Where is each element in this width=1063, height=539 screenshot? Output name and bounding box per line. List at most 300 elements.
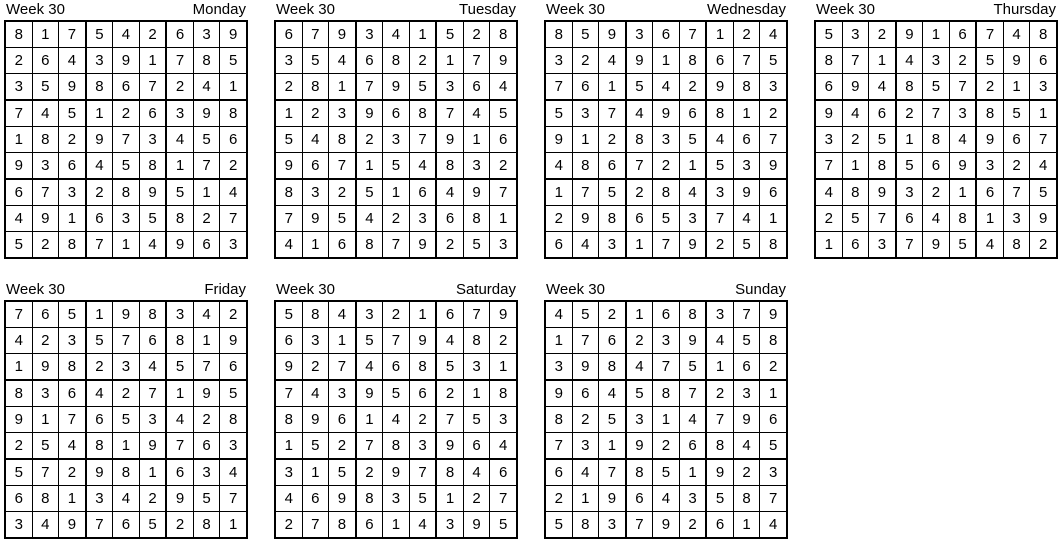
- grid-cell: 7: [86, 232, 113, 259]
- grid-row: [275, 407, 517, 433]
- grid-cell: 9: [409, 232, 436, 259]
- grid-row: [5, 407, 247, 433]
- grid-cell: 5: [599, 179, 626, 206]
- grid-cell: 5: [545, 100, 572, 127]
- grid-cell: 8: [706, 433, 733, 460]
- grid-cell: 1: [869, 48, 896, 74]
- grid-cell: 5: [275, 127, 302, 153]
- grid-cell: 5: [1030, 179, 1057, 206]
- grid-cell: 7: [706, 407, 733, 433]
- grid-cell: 1: [923, 21, 950, 48]
- grid-cell: 9: [599, 21, 626, 48]
- grid-cell: 1: [436, 48, 463, 74]
- grid-cell: 8: [59, 232, 86, 259]
- grid-row: [545, 100, 787, 127]
- grid-cell: 3: [32, 380, 59, 407]
- grid-cell: 3: [220, 232, 247, 259]
- grid-cell: 4: [86, 153, 113, 180]
- grid-cell: 3: [626, 407, 653, 433]
- grid-row: [815, 48, 1057, 74]
- grid-cell: 7: [733, 301, 760, 328]
- grid-cell: 6: [923, 153, 950, 180]
- grid-cell: 8: [302, 301, 329, 328]
- grid-row: [275, 328, 517, 354]
- grid-cell: 6: [166, 459, 193, 486]
- grid-cell: 7: [409, 127, 436, 153]
- grid-cell: 6: [706, 48, 733, 74]
- grid-cell: 1: [329, 74, 356, 101]
- grid-cell: 7: [653, 232, 680, 259]
- grid-cell: 9: [572, 206, 599, 232]
- grid-cell: 7: [626, 512, 653, 539]
- grid-cell: 3: [842, 21, 869, 48]
- grid-cell: 4: [1003, 21, 1030, 48]
- grid-cell: 4: [193, 74, 220, 101]
- grid-cell: 4: [302, 127, 329, 153]
- grid-cell: 4: [463, 459, 490, 486]
- grid-cell: 4: [572, 232, 599, 259]
- grid-cell: 3: [869, 232, 896, 259]
- grid-cell: 8: [815, 48, 842, 74]
- grid-cell: 9: [329, 486, 356, 512]
- grid-cell: 5: [653, 459, 680, 486]
- grid-cell: 3: [383, 486, 410, 512]
- grid-cell: 9: [436, 127, 463, 153]
- grid-row: [275, 100, 517, 127]
- grid-cell: 3: [572, 433, 599, 460]
- grid-cell: 9: [86, 127, 113, 153]
- grid-cell: 4: [842, 100, 869, 127]
- grid-cell: 3: [275, 459, 302, 486]
- grid-cell: 1: [733, 100, 760, 127]
- grid-cell: 2: [32, 328, 59, 354]
- grid-cell: 8: [842, 179, 869, 206]
- week-label: Week 30: [6, 281, 65, 298]
- grid-cell: 4: [733, 206, 760, 232]
- grid-row: [275, 179, 517, 206]
- grid-cell: 9: [113, 48, 140, 74]
- grid-cell: 2: [706, 380, 733, 407]
- grid-cell: 4: [760, 512, 787, 539]
- grid-row: [275, 206, 517, 232]
- grid-cell: 7: [193, 153, 220, 180]
- grid-cell: 8: [733, 74, 760, 101]
- grid-cell: 3: [166, 301, 193, 328]
- grid-cell: 3: [545, 48, 572, 74]
- grid-cell: 6: [86, 407, 113, 433]
- grid-cell: 8: [275, 407, 302, 433]
- grid-cell: 8: [599, 354, 626, 381]
- grid-cell: 4: [490, 433, 517, 460]
- grid-cell: 6: [490, 459, 517, 486]
- grid-cell: 4: [383, 21, 410, 48]
- grid-cell: 5: [86, 328, 113, 354]
- grid-cell: 3: [733, 153, 760, 180]
- grid-cell: 5: [302, 433, 329, 460]
- grid-cell: 2: [193, 206, 220, 232]
- grid-cell: 8: [302, 74, 329, 101]
- grid-cell: 1: [275, 100, 302, 127]
- grid-row: [545, 328, 787, 354]
- grid-cell: 8: [463, 206, 490, 232]
- grid-cell: 5: [275, 301, 302, 328]
- grid-cell: 5: [760, 433, 787, 460]
- grid-cell: 1: [193, 328, 220, 354]
- grid-cell: 9: [275, 354, 302, 381]
- grid-cell: 7: [166, 433, 193, 460]
- grid-cell: 3: [329, 380, 356, 407]
- grid-row: [545, 459, 787, 486]
- grid-cell: 7: [923, 100, 950, 127]
- grid-cell: 6: [166, 21, 193, 48]
- grid-row: [545, 127, 787, 153]
- grid-cell: 6: [383, 100, 410, 127]
- puzzle-friday: [4, 280, 248, 539]
- grid-row: [5, 486, 247, 512]
- grid-cell: 2: [679, 74, 706, 101]
- grid-cell: 5: [1003, 100, 1030, 127]
- grid-cell: 4: [329, 301, 356, 328]
- grid-cell: 1: [653, 48, 680, 74]
- week-label: Week 30: [276, 281, 335, 298]
- grid-cell: 7: [896, 232, 923, 259]
- grid-cell: 8: [869, 153, 896, 180]
- grid-cell: 7: [653, 354, 680, 381]
- grid-cell: 1: [599, 433, 626, 460]
- sudoku-grid: [274, 20, 518, 259]
- grid-cell: 7: [842, 48, 869, 74]
- grid-cell: 2: [463, 21, 490, 48]
- grid-cell: 1: [86, 100, 113, 127]
- grid-cell: 4: [653, 486, 680, 512]
- grid-cell: 6: [490, 127, 517, 153]
- grid-cell: 4: [409, 153, 436, 180]
- grid-row: [5, 433, 247, 460]
- grid-cell: 2: [653, 433, 680, 460]
- grid-cell: 9: [193, 380, 220, 407]
- grid-cell: 7: [760, 486, 787, 512]
- grid-cell: 2: [436, 380, 463, 407]
- grid-cell: 9: [545, 380, 572, 407]
- grid-cell: 3: [383, 127, 410, 153]
- grid-cell: 6: [356, 48, 383, 74]
- grid-cell: 9: [193, 100, 220, 127]
- grid-cell: 2: [220, 153, 247, 180]
- grid-cell: 3: [1030, 74, 1057, 101]
- grid-cell: 4: [949, 127, 976, 153]
- grid-cell: 9: [59, 74, 86, 101]
- grid-cell: 9: [329, 21, 356, 48]
- grid-cell: 9: [166, 486, 193, 512]
- grid-cell: 6: [32, 301, 59, 328]
- grid-cell: 9: [842, 74, 869, 101]
- grid-cell: 7: [949, 74, 976, 101]
- grid-cell: 4: [545, 301, 572, 328]
- grid-cell: 9: [436, 433, 463, 460]
- grid-cell: 2: [599, 301, 626, 328]
- grid-cell: 5: [626, 74, 653, 101]
- grid-cell: 1: [760, 206, 787, 232]
- grid-cell: 3: [760, 459, 787, 486]
- grid-cell: 9: [32, 354, 59, 381]
- grid-cell: 6: [976, 179, 1003, 206]
- grid-cell: 4: [1030, 153, 1057, 180]
- grid-cell: 1: [329, 328, 356, 354]
- grid-cell: 2: [139, 486, 166, 512]
- grid-cell: 5: [923, 74, 950, 101]
- grid-cell: 9: [545, 127, 572, 153]
- grid-cell: 8: [166, 328, 193, 354]
- grid-row: [5, 301, 247, 328]
- grid-cell: 8: [706, 100, 733, 127]
- day-label: Monday: [192, 1, 246, 18]
- grid-cell: 4: [302, 380, 329, 407]
- grid-cell: 2: [733, 21, 760, 48]
- grid-cell: 4: [409, 512, 436, 539]
- grid-cell: 3: [923, 48, 950, 74]
- grid-cell: 8: [976, 100, 1003, 127]
- grid-cell: 2: [5, 433, 32, 460]
- grid-cell: 8: [653, 179, 680, 206]
- grid-cell: 6: [653, 301, 680, 328]
- grid-cell: 8: [572, 512, 599, 539]
- grid-cell: 1: [166, 153, 193, 180]
- grid-cell: 7: [679, 21, 706, 48]
- grid-cell: 9: [896, 21, 923, 48]
- grid-cell: 9: [626, 433, 653, 460]
- grid-cell: 7: [356, 433, 383, 460]
- grid-cell: 6: [599, 153, 626, 180]
- grid-cell: 9: [113, 301, 140, 328]
- day-label: Sunday: [735, 281, 786, 298]
- grid-cell: 4: [86, 380, 113, 407]
- grid-cell: 8: [545, 21, 572, 48]
- grid-cell: 9: [869, 179, 896, 206]
- grid-cell: 4: [356, 354, 383, 381]
- day-label: Saturday: [455, 281, 516, 298]
- grid-cell: 5: [59, 100, 86, 127]
- grid-cell: 1: [383, 179, 410, 206]
- grid-cell: 3: [302, 328, 329, 354]
- grid-cell: 6: [815, 74, 842, 101]
- grid-cell: 2: [949, 48, 976, 74]
- grid-cell: 1: [166, 380, 193, 407]
- grid-cell: 9: [949, 153, 976, 180]
- grid-cell: 1: [815, 232, 842, 259]
- grid-cell: 5: [86, 21, 113, 48]
- grid-cell: 7: [1030, 127, 1057, 153]
- grid-cell: 7: [356, 74, 383, 101]
- grid-cell: 9: [383, 74, 410, 101]
- grid-cell: 9: [166, 232, 193, 259]
- grid-cell: 7: [545, 433, 572, 460]
- grid-cell: 8: [463, 328, 490, 354]
- grid-cell: 7: [869, 206, 896, 232]
- grid-cell: 2: [302, 354, 329, 381]
- grid-cell: 8: [679, 301, 706, 328]
- grid-cell: 3: [5, 512, 32, 539]
- grid-cell: 8: [436, 153, 463, 180]
- grid-cell: 1: [383, 512, 410, 539]
- grid-row: [545, 380, 787, 407]
- grid-row: [545, 407, 787, 433]
- grid-cell: 2: [113, 100, 140, 127]
- grid-cell: 5: [706, 486, 733, 512]
- grid-cell: 3: [653, 127, 680, 153]
- grid-cell: 3: [626, 21, 653, 48]
- grid-cell: 2: [356, 459, 383, 486]
- grid-cell: 6: [383, 354, 410, 381]
- grid-cell: 9: [706, 459, 733, 486]
- grid-cell: 1: [409, 21, 436, 48]
- grid-cell: 7: [572, 179, 599, 206]
- grid-cell: 9: [275, 153, 302, 180]
- week-label: Week 30: [6, 1, 65, 18]
- grid-cell: 5: [59, 301, 86, 328]
- grid-cell: 5: [383, 380, 410, 407]
- grid-cell: 1: [59, 206, 86, 232]
- grid-cell: 3: [5, 74, 32, 101]
- grid-cell: 5: [5, 232, 32, 259]
- grid-cell: 7: [113, 328, 140, 354]
- grid-cell: 6: [1030, 48, 1057, 74]
- grid-cell: 4: [59, 433, 86, 460]
- grid-cell: 2: [733, 459, 760, 486]
- grid-cell: 1: [706, 354, 733, 381]
- week-label: Week 30: [816, 1, 875, 18]
- grid-cell: 9: [706, 74, 733, 101]
- puzzle-header: [544, 0, 788, 20]
- grid-cell: 9: [220, 328, 247, 354]
- sudoku-grid: [544, 300, 788, 539]
- grid-cell: 5: [329, 206, 356, 232]
- grid-cell: 2: [626, 328, 653, 354]
- grid-cell: 1: [706, 21, 733, 48]
- grid-cell: 3: [275, 48, 302, 74]
- grid-cell: 1: [356, 407, 383, 433]
- grid-row: [5, 21, 247, 48]
- grid-row: [275, 74, 517, 101]
- grid-cell: 8: [923, 127, 950, 153]
- grid-cell: 1: [679, 153, 706, 180]
- grid-cell: 6: [59, 380, 86, 407]
- day-label: Tuesday: [459, 1, 516, 18]
- grid-cell: 3: [139, 127, 166, 153]
- grid-cell: 2: [409, 48, 436, 74]
- grid-cell: 6: [545, 459, 572, 486]
- grid-row: [5, 74, 247, 101]
- grid-cell: 1: [463, 127, 490, 153]
- grid-cell: 3: [59, 328, 86, 354]
- week-label: Week 30: [546, 281, 605, 298]
- grid-cell: 1: [626, 232, 653, 259]
- grid-cell: 6: [59, 153, 86, 180]
- grid-cell: 2: [329, 433, 356, 460]
- grid-cell: 1: [679, 459, 706, 486]
- grid-cell: 2: [139, 21, 166, 48]
- grid-cell: 3: [302, 179, 329, 206]
- grid-cell: 6: [679, 433, 706, 460]
- grid-row: [275, 301, 517, 328]
- sudoku-grid: [4, 20, 248, 259]
- grid-cell: 6: [949, 21, 976, 48]
- grid-cell: 3: [463, 153, 490, 180]
- grid-cell: 9: [733, 407, 760, 433]
- grid-cell: 3: [113, 206, 140, 232]
- grid-cell: 8: [86, 74, 113, 101]
- grid-cell: 5: [626, 380, 653, 407]
- grid-cell: 8: [599, 206, 626, 232]
- grid-cell: 7: [436, 100, 463, 127]
- grid-cell: 1: [626, 301, 653, 328]
- grid-cell: 1: [599, 74, 626, 101]
- grid-row: [545, 21, 787, 48]
- puzzle-wednesday: [544, 0, 788, 259]
- grid-cell: 2: [463, 486, 490, 512]
- grid-cell: 6: [302, 486, 329, 512]
- grid-cell: 6: [706, 512, 733, 539]
- grid-cell: 4: [32, 512, 59, 539]
- grid-row: [5, 100, 247, 127]
- grid-cell: 4: [139, 232, 166, 259]
- grid-cell: 4: [5, 328, 32, 354]
- grid-cell: 9: [356, 100, 383, 127]
- grid-cell: 9: [409, 328, 436, 354]
- grid-cell: 3: [706, 301, 733, 328]
- grid-cell: 2: [86, 179, 113, 206]
- grid-cell: 9: [599, 486, 626, 512]
- grid-cell: 7: [1003, 179, 1030, 206]
- grid-cell: 2: [32, 232, 59, 259]
- grid-cell: 2: [275, 512, 302, 539]
- grid-cell: 8: [1030, 21, 1057, 48]
- grid-cell: 8: [733, 486, 760, 512]
- grid-cell: 7: [193, 354, 220, 381]
- grid-cell: 6: [463, 433, 490, 460]
- grid-cell: 4: [220, 179, 247, 206]
- grid-cell: 9: [463, 179, 490, 206]
- grid-cell: 7: [220, 486, 247, 512]
- grid-cell: 7: [436, 407, 463, 433]
- grid-cell: 2: [545, 486, 572, 512]
- grid-cell: 3: [139, 407, 166, 433]
- puzzle-header: [274, 0, 518, 20]
- grid-cell: 8: [356, 486, 383, 512]
- grid-row: [815, 232, 1057, 259]
- grid-cell: 8: [1003, 232, 1030, 259]
- grid-cell: 8: [5, 380, 32, 407]
- grid-cell: 2: [545, 206, 572, 232]
- grid-cell: 3: [653, 328, 680, 354]
- grid-cell: 4: [869, 74, 896, 101]
- grid-cell: 2: [166, 74, 193, 101]
- grid-cell: 2: [572, 407, 599, 433]
- grid-cell: 9: [653, 512, 680, 539]
- grid-cell: 8: [166, 206, 193, 232]
- grid-cell: 3: [193, 21, 220, 48]
- grid-cell: 2: [869, 21, 896, 48]
- grid-cell: 5: [679, 354, 706, 381]
- grid-cell: 8: [275, 179, 302, 206]
- puzzle-monday: [4, 0, 248, 259]
- grid-cell: 2: [275, 74, 302, 101]
- grid-cell: 8: [220, 407, 247, 433]
- grid-cell: 6: [572, 74, 599, 101]
- grid-cell: 9: [383, 459, 410, 486]
- grid-cell: 2: [626, 179, 653, 206]
- grid-cell: 2: [706, 232, 733, 259]
- grid-cell: 5: [572, 301, 599, 328]
